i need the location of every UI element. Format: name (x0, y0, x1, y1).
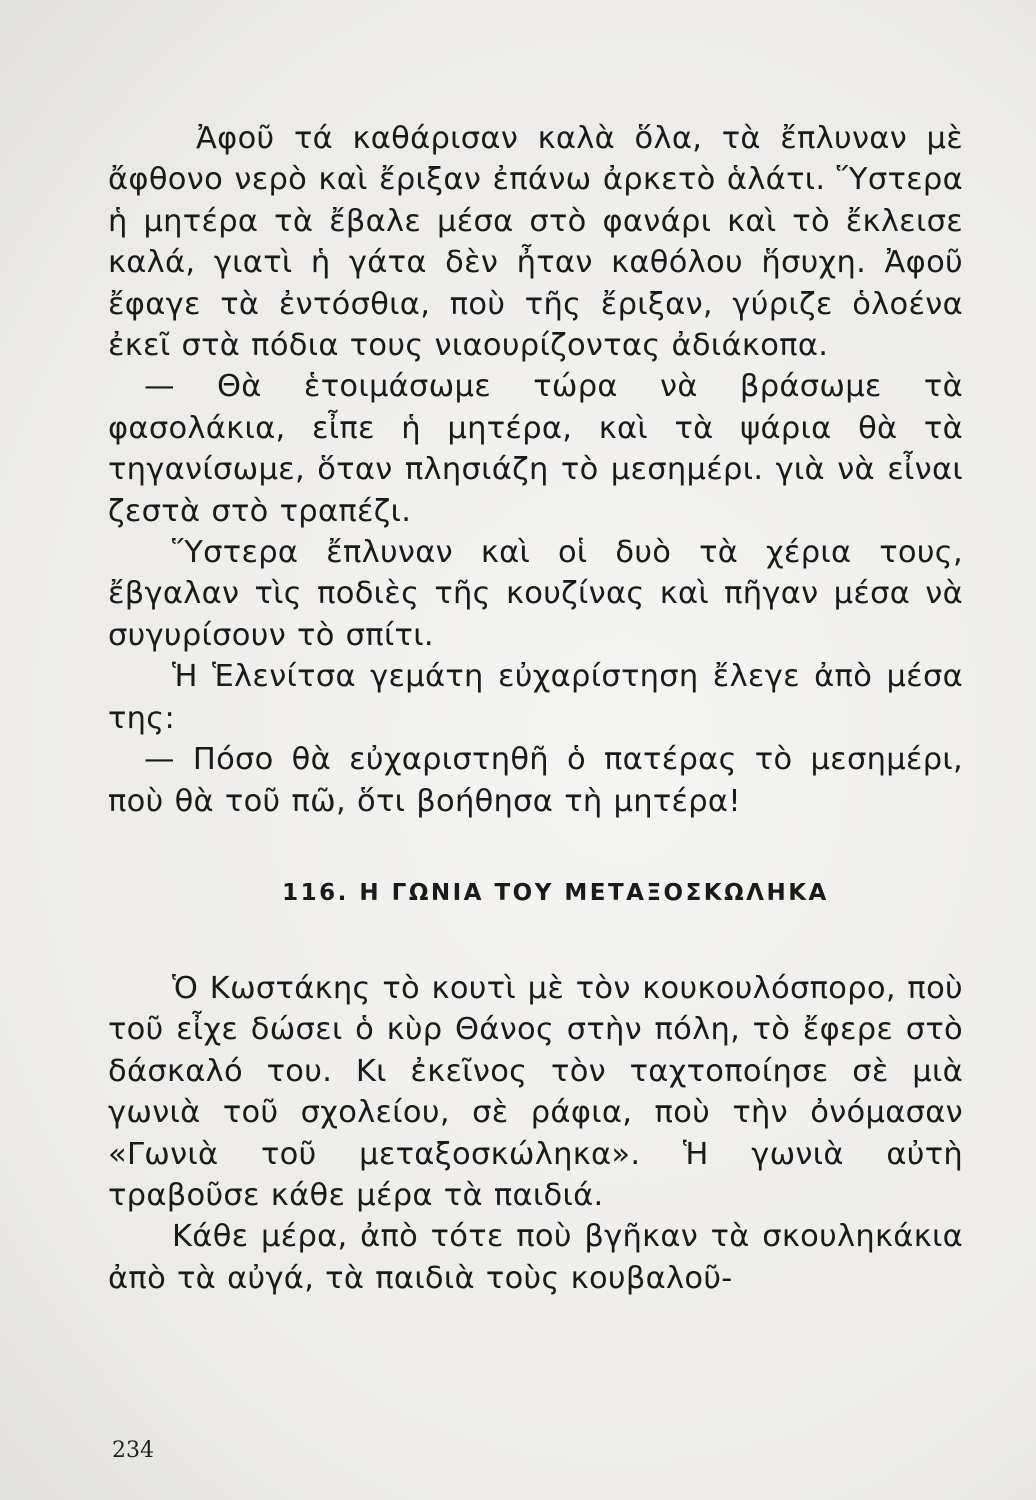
text-column (108, 118, 963, 1299)
paragraph: Ὕστερα ἔπλυναν καὶ οἱ δυὸ τὰ χέρια τους, ἔβγαλαν τὶς ποδιὲς τῆς κουζίνας καὶ πῆγαν μέσα νὰ συγυρίσουν τὸ σπίτι. (108, 535, 963, 653)
page-number: 234 (112, 1438, 154, 1463)
paragraph: Ἡ Ἑλενίτσα γεμάτη εὐχαρίστηση ἔλεγε ἀπὸ μέσα της: (108, 659, 963, 736)
dialogue-paragraph: — Θὰ ἑτοιμάσωμε τώρα νὰ βράσωμε τὰ φασολάκια, εἶπε ἡ μητέρα, καὶ τὰ ψάρια θὰ τὰ τηγανίσωμε, ὅταν πλησιάζη τὸ μεσημέρι. γιὰ νὰ εἶναι ζεστὰ στὸ τραπέζι. (108, 369, 963, 529)
paragraph: Ἀφοῦ τά καθάρισαν καλὰ ὅλα, τὰ ἔπλυναν μὲ ἄφθονο νερὸ καὶ ἔριξαν ἐπάνω ἀρκετὸ ἁλάτι. Ὕστερα ἡ μητέρα τὰ ἔβαλε μέσα στὸ φανάρι καὶ τὸ ἔκλεισε καλά, γιατὶ ἡ γάτα δὲν ἦταν καθόλου ἥσυχη. Ἀφοῦ ἔφαγε τὰ ἐντόσθια, ποὺ τῆς ἔριξαν, γύριζε ὁλοένα ἐκεῖ στὰ πόδια τους νιαουρίζοντας ἀδιάκοπα. (108, 121, 963, 364)
paragraph: Ὁ Κωστάκης τὸ κουτὶ μὲ τὸν κουκουλόσπορο, ποὺ τοῦ εἶχε δώσει ὁ κὺρ Θάνος στὴν πόλη, τὸ ἔφερε στὸ δάσκαλό του. Κι ἐκεῖνος τὸν ταχτοποίησε σὲ μιὰ γωνιὰ τοῦ σχολείου, σὲ ράφια, ποὺ τὴν ὀνόμασαν «Γωνιὰ τοῦ μεταξοσκώληκα». Ἡ γωνιὰ αὐτὴ τραβοῦσε κάθε μέρα τὰ παιδιά. (108, 970, 963, 1213)
section-heading: 116. Η ΓΩΝΙΑ ΤΟΥ ΜΕΤΑΞΟΣΚΩΛΗΚΑ (282, 879, 829, 906)
paragraph: Κάθε μέρα, ἀπὸ τότε ποὺ βγῆκαν τὰ σκουληκάκια ἀπὸ τὰ αὐγά, τὰ παιδιὰ τοὺς κουβαλοῦ- (108, 1219, 963, 1296)
dialogue-paragraph: — Πόσο θὰ εὐχαριστηθῆ ὁ πατέρας τὸ μεσημέρι, ποὺ θὰ τοῦ πῶ, ὅτι βοήθησα τὴ μητέρα! (108, 742, 963, 819)
